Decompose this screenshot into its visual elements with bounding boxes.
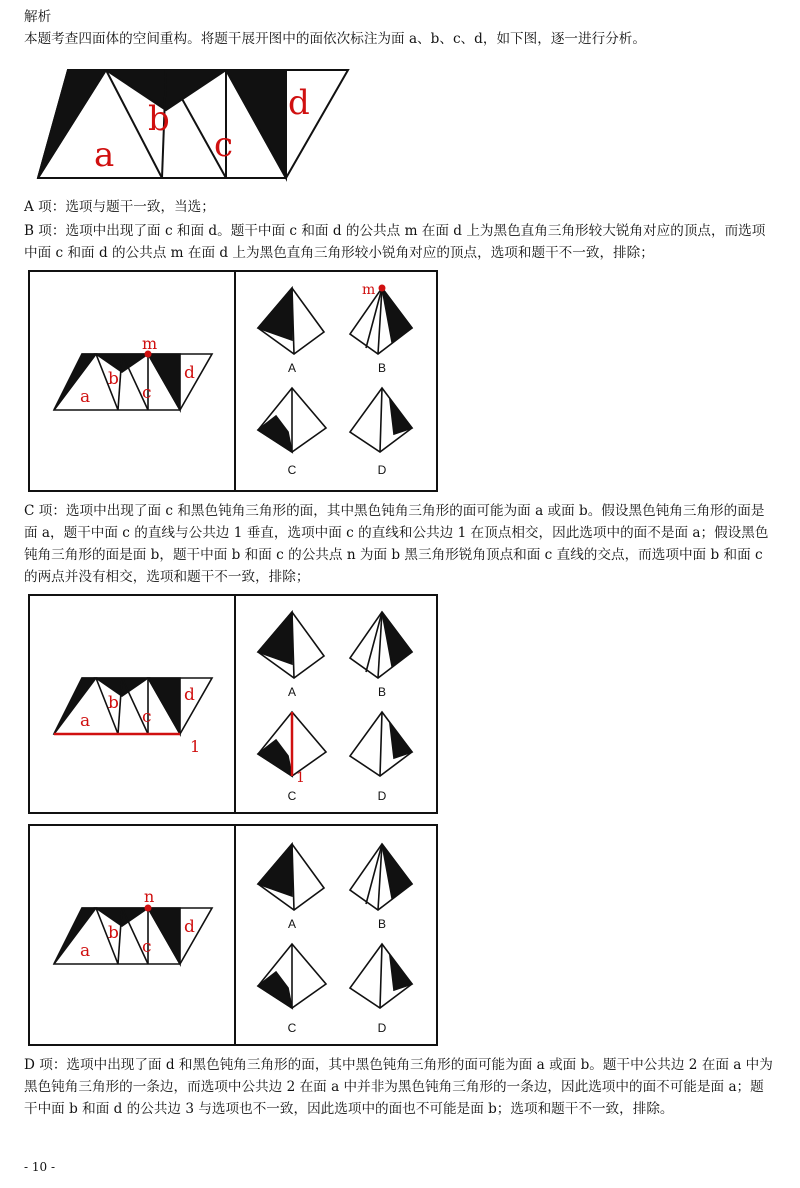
net2-label-c: c <box>142 707 152 727</box>
opt3-b-label: B <box>377 917 387 931</box>
net-with-point-m <box>52 338 242 416</box>
net-label-b: b <box>108 369 119 389</box>
label-n: n <box>144 888 155 906</box>
paragraph-c: C 项：选项中出现了面 c 和黑色钝角三角形的面，其中黑色钝角三角形的面可能为面 a 或面 b。假设黑色钝角三角形的面是面 a，题干中面 c 的直线与公共边 1 垂直，选项中面 c 的直线和公共边 1 在顶点相交，因此选项中的面不是面 a；假设黑色钝角三角形的面是面 b，题干中面 b 和面 c 的公共点 n 为面 b 黑三角形锐角顶点和面 c 直线的交点，而选项中面 b 和面 c 的两点并没有相交，选项和题干不一致，排除； <box>24 503 769 585</box>
options-grid <box>242 282 432 482</box>
net3-label-a: a <box>80 941 91 961</box>
opt2-c-label: C <box>287 789 297 803</box>
label-d: d <box>288 83 310 123</box>
panel-b-analysis <box>28 270 438 492</box>
net3-label-d: d <box>184 917 195 937</box>
option-d-label: D <box>377 463 387 477</box>
label-edge-1: 1 <box>190 737 201 756</box>
net2-label-b: b <box>108 693 119 713</box>
options-grid-3 <box>242 838 432 1038</box>
option-a-label: A <box>287 361 297 375</box>
main-net-figure <box>36 66 352 182</box>
opt2-b-label: B <box>377 685 387 699</box>
intro-paragraph: 本题考查四面体的空间重构。将题干展开图中的面依次标注为面 a、b、c、d，如下图，逐一进行分析。 <box>24 31 646 47</box>
net2-label-d: d <box>184 685 195 705</box>
paragraph-a: A 项：选项与题干一致，当选； <box>24 199 215 215</box>
paragraph-d: D 项：选项中出现了面 d 和黑色钝角三角形的面，其中黑色钝角三角形的面可能为面 a 或面 b。题干中公共边 2 在面 a 中为黑色钝角三角形的一条边，而选项中公共边 2 在面 a 中并非为黑色钝角三角形的一条边，因此选项中的面不可能是面 a；题干中面 b 和面 d 的公共边 3 与选项也不一致，因此选项中的面也不可能是面 b；选项和题干不一致，排除。 <box>24 1057 773 1117</box>
net-with-point-n <box>52 888 242 972</box>
net3-label-b: b <box>108 923 119 943</box>
net2-label-a: a <box>80 711 91 731</box>
option-c-label: C <box>287 463 297 477</box>
option-b-label-m: m <box>362 282 376 298</box>
label-m: m <box>142 338 158 353</box>
net3-label-c: c <box>142 937 152 957</box>
opt2-d-label: D <box>377 789 387 803</box>
opt3-d-label: D <box>377 1021 387 1035</box>
heading: 解析 <box>24 9 52 25</box>
opt3-a-label: A <box>287 917 297 931</box>
options-grid-2 <box>242 606 432 806</box>
opt2-a-label: A <box>287 685 297 699</box>
opt3-c-label: C <box>287 1021 297 1035</box>
option-b-label: B <box>377 361 387 375</box>
label-c: c <box>214 125 234 165</box>
paragraph-b: B 项：选项中出现了面 c 和面 d。题干中面 c 和面 d 的公共点 m 在面 d 上为黑色直角三角形较大锐角对应的顶点，而选项中面 c 和面 d 的公共点 m 在面 d 上为黑色直角三角形较小锐角对应的顶点，选项和题干不一致，排除； <box>24 223 766 261</box>
option-c-edge-1: 1 <box>296 770 305 786</box>
label-a: a <box>94 135 115 175</box>
page-number: - 10 - <box>24 1160 56 1174</box>
label-b: b <box>148 99 170 139</box>
panel-d-analysis <box>28 824 438 1046</box>
net-label-a: a <box>80 387 91 407</box>
net-with-edge-1 <box>52 670 242 756</box>
net-label-d: d <box>184 363 195 383</box>
panel-c-analysis <box>28 594 438 814</box>
net-label-c: c <box>142 383 152 403</box>
